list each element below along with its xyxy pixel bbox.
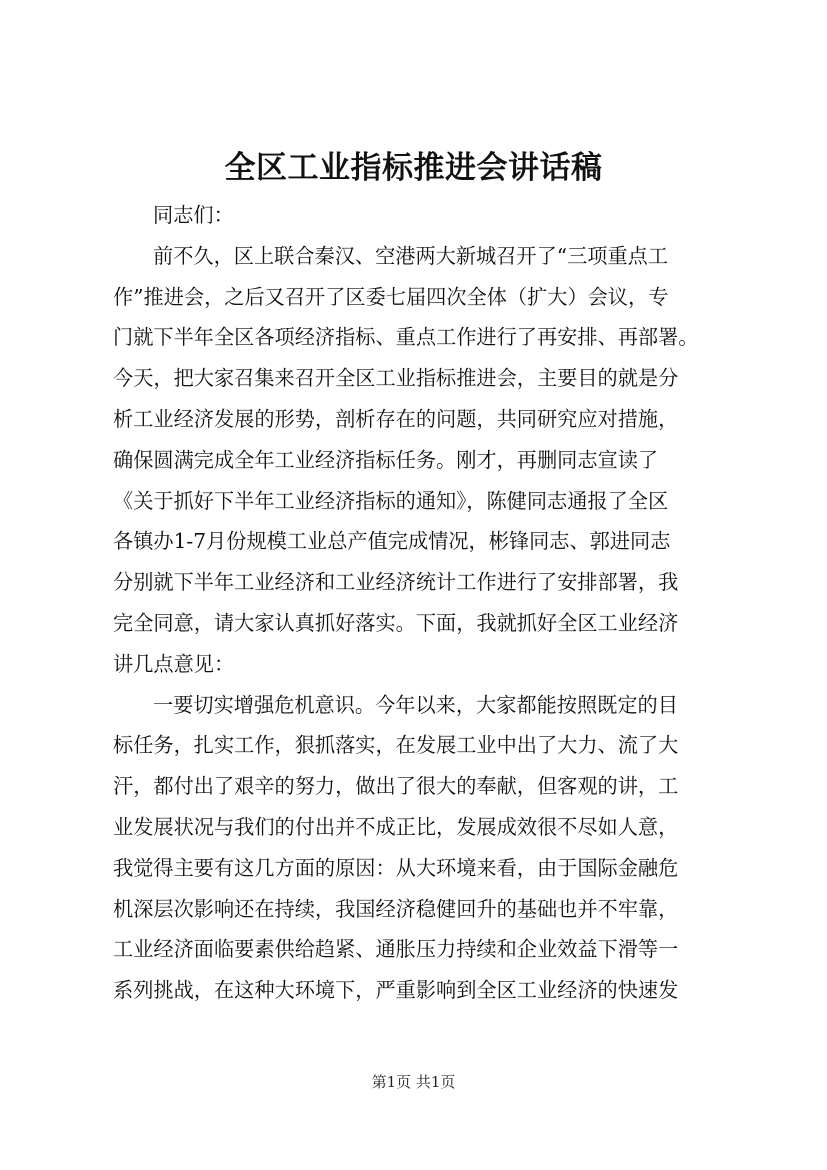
paragraph-line: 作”推进会，之后又召开了区委七届四次全体（扩大）会议，专 [113,284,669,309]
page-footer: 第1页 共1页 [371,1073,456,1091]
paragraph-line: 确保圆满完成全年工业经济指标任务。刚才，再删同志宣读了 [113,447,659,472]
paragraph-line: 系列挑战，在这种大环境下，严重影响到全区工业经济的快速发 [113,978,679,1003]
paragraph-line: 析工业经济发展的形势，剖析存在的问题，共同研究应对措施， [113,406,679,431]
paragraph-line: 完全同意，请大家认真抓好落实。下面，我就抓好全区工业经济 [113,610,679,635]
salutation: 同志们： [153,203,234,227]
paragraph-line: 《关于抓好下半年工业经济指标的通知》，陈健同志通报了全区 [113,488,669,513]
paragraph-line: 讲几点意见： [113,651,235,676]
paragraph-line: 标任务，扎实工作，狠抓落实，在发展工业中出了大力、流了大 [113,733,679,758]
paragraph-line: 业发展状况与我们的付出并不成正比，发展成效很不尽如人意， [113,814,679,839]
paragraph-line: 机深层次影响还在持续，我国经济稳健回升的基础也并不牢靠， [113,896,679,921]
paragraph-line: 汗，都付出了艰辛的努力，做出了很大的奉献，但客观的讲，工 [113,774,679,799]
paragraph-line: 分别就下半年工业经济和工业经济统计工作进行了安排部署，我 [113,570,679,595]
paragraph-line: 前不久，区上联合秦汉、空港两大新城召开了“三项重点工 [153,243,669,268]
paragraph-line: 门就下半年全区各项经济指标、重点工作进行了再安排、再部署。 [113,325,699,350]
paragraph-line: 工业经济面临要素供给趋紧、通胀压力持续和企业效益下滑等一 [113,937,679,962]
document-title: 全区工业指标推进会讲话稿 [224,150,603,186]
paragraph-line: 我觉得主要有这几方面的原因：从大环境来看，由于国际金融危 [113,855,679,880]
paragraph-line: 一要切实增强危机意识。今年以来，大家都能按照既定的目 [153,692,678,717]
paragraph-line: 各镇办1-7月份规模工业总产值完成情况，彬锋同志、郭进同志 [113,529,671,554]
paragraph-line: 今天，把大家召集来召开全区工业指标推进会，主要目的就是分 [113,366,679,391]
document-body [113,195,718,1011]
